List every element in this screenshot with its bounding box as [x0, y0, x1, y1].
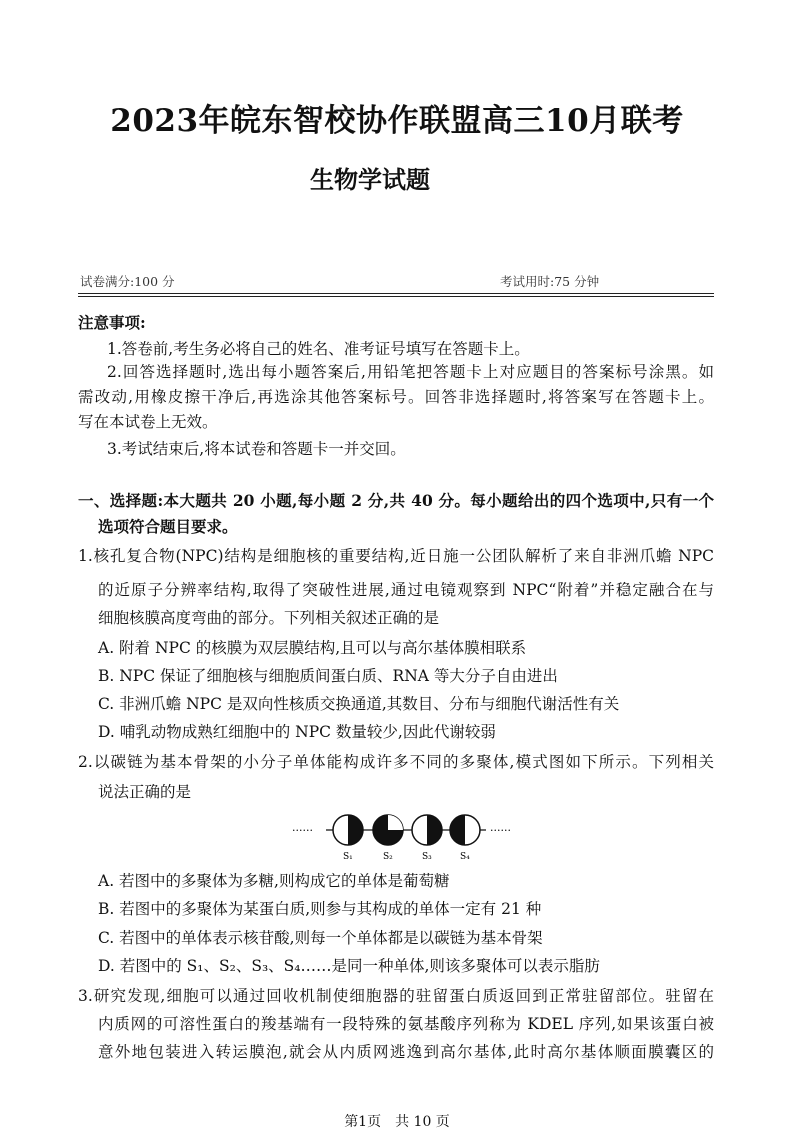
monomer-1 [333, 815, 363, 845]
q1-option-d: D. 哺乳动物成熟红细胞中的 NPC 数量较少,因此代谢较弱 [98, 723, 496, 741]
exam-title: 2023年皖东智校协作联盟高三10月联考 [110, 103, 684, 139]
monomer-2 [373, 815, 403, 845]
q2-stem-line-2: 说法正确的是 [98, 783, 192, 801]
header-rule-bottom [78, 296, 714, 297]
full-score: 试卷满分:100 分 [80, 274, 175, 289]
q3-stem-line-1: 3.研究发现,细胞可以通过回收机制使细胞器的驻留蛋白质返回到正常驻留部位。驻留在 [78, 987, 714, 1005]
label-s3: S₃ [422, 852, 432, 862]
q1-option-c: C. 非洲爪蟾 NPC 是双向性核质交换通道,其数目、分布与细胞代谢活性有关 [98, 695, 620, 713]
q1-option-a: A. 附着 NPC 的核膜为双层膜结构,且可以与高尔基体膜相联系 [98, 639, 527, 657]
monomer-4 [450, 815, 480, 845]
dots-left: ······ [292, 824, 313, 837]
exam-time: 考试用时:75 分钟 [500, 274, 600, 289]
dots-right: ······ [490, 824, 511, 837]
monomer-3 [412, 815, 442, 845]
page-number: 第1页 共 10 页 [344, 1114, 450, 1130]
q3-stem-line-3: 意外地包装进入转运膜泡,就会从内质网逃逸到高尔基体,此时高尔基体顺面膜囊区的 [98, 1043, 714, 1061]
section-1-line-2: 选项符合题目要求。 [98, 517, 238, 536]
label-s4: S₄ [460, 852, 470, 862]
header-rule-top [78, 293, 714, 294]
polymer-diagram [290, 812, 520, 864]
notice-heading: 注意事项: [78, 313, 146, 332]
notice-item-2-line-1: 2.回答选择题时,选出每小题答案后,用铅笔把答题卡上对应题目的答案标号涂黑。如 [107, 363, 714, 381]
notice-item-3: 3.考试结束后,将本试卷和答题卡一并交回。 [107, 440, 406, 458]
q1-stem-line-3: 细胞核膜高度弯曲的部分。下列相关叙述正确的是 [98, 609, 440, 627]
label-s1: S₁ [343, 852, 353, 862]
q1-option-b: B. NPC 保证了细胞核与细胞质间蛋白质、RNA 等大分子自由进出 [98, 667, 558, 685]
q1-stem-line-2: 的近原子分辨率结构,取得了突破性进展,通过电镜观察到 NPC“附着”并稳定融合在与 [98, 581, 714, 599]
q2-option-c: C. 若图中的单体表示核苷酸,则每一个单体都是以碳链为基本骨架 [98, 929, 543, 947]
notice-item-2-line-3: 写在本试卷上无效。 [78, 413, 218, 431]
q3-stem-line-2: 内质网的可溶性蛋白的羧基端有一段特殊的氨基酸序列称为 KDEL 序列,如果该蛋白被 [98, 1015, 714, 1033]
q2-option-a: A. 若图中的多聚体为多糖,则构成它的单体是葡萄糖 [98, 872, 450, 890]
q2-stem-line-1: 2.以碳链为基本骨架的小分子单体能构成许多不同的多聚体,模式图如下所示。下列相关 [78, 753, 714, 771]
notice-item-1: 1.答卷前,考生务必将自己的姓名、准考证号填写在答题卡上。 [107, 340, 530, 358]
q1-stem-line-1: 1.核孔复合物(NPC)结构是细胞核的重要结构,近日施一公团队解析了来自非洲爪蟾 NPC [78, 547, 714, 565]
section-1-line-1: 一、选择题:本大题共 20 小题,每小题 2 分,共 40 分。每小题给出的四个选项中,只有一个 [78, 491, 714, 510]
notice-item-2-line-2: 需改动,用橡皮擦干净后,再选涂其他答案标号。回答非选择题时,将答案写在答题卡上。 [78, 388, 714, 406]
exam-subtitle: 生物学试题 [310, 165, 430, 194]
q2-option-b: B. 若图中的多聚体为某蛋白质,则参与其构成的单体一定有 21 种 [98, 900, 542, 918]
label-s2: S₂ [383, 852, 393, 862]
q2-option-d: D. 若图中的 S₁、S₂、S₃、S₄……是同一种单体,则该多聚体可以表示脂肪 [98, 957, 600, 975]
